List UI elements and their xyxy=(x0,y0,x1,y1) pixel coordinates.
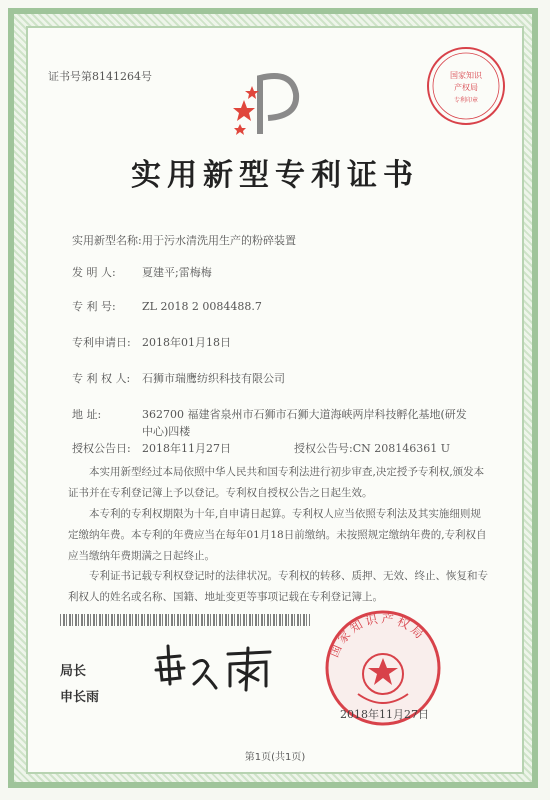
certificate-number: 证书号第8141264号 xyxy=(48,70,152,83)
document-title: 实用新型专利证书 xyxy=(131,158,419,193)
patent-number-row xyxy=(72,298,262,314)
patent-number-value: ZL 2018 2 0084488.7 xyxy=(142,300,262,313)
director-name: 申长雨 xyxy=(60,690,100,705)
svg-text:专利印章: 专利印章 xyxy=(453,97,479,104)
body-paragraph-1: 本实用新型经过本局依照中华人民共和国专利法进行初步审查,决定授予专利权,颁发本证书并在专利登记簿上予以登记。专利权自授权公告之日起生效。 xyxy=(68,466,485,499)
patent-logo-icon xyxy=(230,64,320,144)
svg-text:国家知识: 国家知识 xyxy=(450,71,482,80)
barcode-icon xyxy=(60,614,310,626)
director-label: 局长 xyxy=(60,664,87,679)
inventor-label: 发 明 人: xyxy=(72,266,116,279)
body-paragraph-3: 专利证书记载专利权登记时的法律状况。专利权的转移、质押、无效、终止、恢复和专利权人的姓名或名称、国籍、地址变更等事项记载在专利登记簿上。 xyxy=(68,570,488,603)
utility-name-row xyxy=(72,232,296,248)
patentee-label: 专 利 权 人: xyxy=(72,372,131,385)
body-paragraph-2: 本专利的专利权期限为十年,自申请日起算。专利权人应当依照专利法及其实施细则规定缴纳年费。本专利的年费应当在每年01月18日前缴纳。未按照规定缴纳年费的,专利权自应当缴纳年费期满之日起终止。 xyxy=(68,508,487,562)
inventor-row xyxy=(72,264,212,280)
signature-icon xyxy=(150,640,280,700)
address-row xyxy=(72,406,472,440)
patentee-value: 石狮市瑞鹰纺织科技有限公司 xyxy=(142,372,285,385)
svg-text:国家知识产权局: 国家知识产权局 xyxy=(326,611,429,660)
address-value: 362700 福建省泉州市石狮市石狮大道海峡两岸科技孵化基地(研发中心)四楼 xyxy=(142,408,467,438)
address-label: 地 址: xyxy=(72,408,102,421)
utility-name-label: 实用新型名称: xyxy=(72,234,142,247)
patent-number-label: 专 利 号: xyxy=(72,300,116,313)
corner-seal-icon xyxy=(424,44,508,128)
filing-date-value: 2018年01月18日 xyxy=(142,336,231,349)
grant-row xyxy=(72,440,450,456)
page-number: 第1页(共1页) xyxy=(244,752,306,763)
patentee-row xyxy=(72,370,285,386)
grant-number-label: 授权公告号: xyxy=(294,442,353,455)
filing-date-row xyxy=(72,334,231,350)
utility-name-value: 用于污水清洗用生产的粉碎装置 xyxy=(142,234,296,247)
grant-date-value: 2018年11月27日 xyxy=(142,442,231,455)
grant-number-value: CN 208146361 U xyxy=(352,442,451,455)
svg-text:产权局: 产权局 xyxy=(454,83,478,92)
filing-date-label: 专利申请日: xyxy=(72,336,131,349)
issue-date: 2018年11月27日 xyxy=(340,708,429,721)
grant-date-label: 授权公告日: xyxy=(72,442,131,455)
inventor-value: 夏建平;雷梅梅 xyxy=(142,266,212,279)
